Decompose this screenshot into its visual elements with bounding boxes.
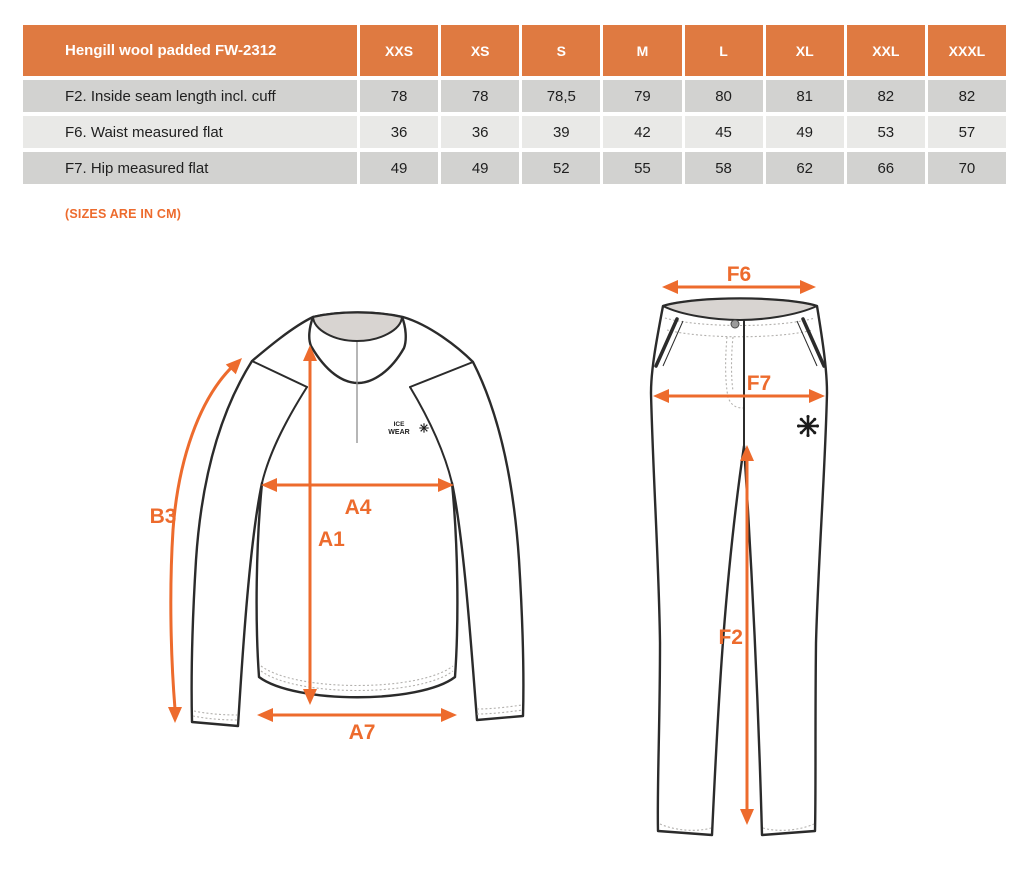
product-name-header: Hengill wool padded FW-2312 (23, 25, 357, 76)
sweater-drawing (192, 313, 524, 727)
size-col-header-xl: XL (766, 25, 844, 76)
a1-label: A1 (318, 528, 345, 551)
sweater-logo-text-wear: WEAR (388, 429, 410, 436)
b3-label: B3 (149, 505, 177, 528)
size-value: 78,5 (522, 80, 600, 112)
a4-label: A4 (344, 496, 372, 519)
size-value: 66 (847, 152, 925, 184)
size-value: 78 (360, 80, 438, 112)
a7-arrowhead-left (257, 708, 273, 722)
size-value: 62 (766, 152, 844, 184)
size-col-header-m: M (603, 25, 681, 76)
f7-label: F7 (746, 372, 772, 395)
pants-drawing (651, 299, 827, 836)
size-col-header-s: S (522, 25, 600, 76)
size-value: 42 (603, 116, 681, 148)
row-label-inside-seam: F2. Inside seam length incl. cuff (23, 80, 357, 112)
size-value: 53 (847, 116, 925, 148)
f6-label: F6 (726, 263, 752, 286)
size-value: 82 (928, 80, 1006, 112)
size-value: 49 (360, 152, 438, 184)
size-value: 80 (685, 80, 763, 112)
size-value: 49 (441, 152, 519, 184)
size-col-header-xxxl: XXXL (928, 25, 1006, 76)
a1-arrowhead-bottom (303, 689, 317, 705)
f6-arrowhead-right (800, 280, 816, 294)
size-value: 70 (928, 152, 1006, 184)
size-col-header-xxl: XXL (847, 25, 925, 76)
size-value: 79 (603, 80, 681, 112)
pants-body-outline (651, 299, 827, 836)
f2-arrowhead-bottom (740, 809, 754, 825)
size-value: 36 (441, 116, 519, 148)
snowflake-icon (797, 415, 819, 437)
a7-arrowhead-right (441, 708, 457, 722)
size-value: 58 (685, 152, 763, 184)
size-col-header-l: L (685, 25, 763, 76)
size-value: 49 (766, 116, 844, 148)
size-guide-page (0, 25, 1027, 877)
sweater-logo-text-ice: ICE (393, 421, 405, 428)
pants-button (731, 320, 739, 328)
garment-diagrams (0, 25, 1027, 877)
row-label-waist: F6. Waist measured flat (23, 116, 357, 148)
size-value: 81 (766, 80, 844, 112)
size-value: 39 (522, 116, 600, 148)
a7-label: A7 (348, 721, 376, 744)
snowflake-icon (419, 423, 428, 432)
size-value: 52 (522, 152, 600, 184)
size-value: 57 (928, 116, 1006, 148)
sizes-unit-note: (SIZES ARE IN CM) (65, 207, 182, 221)
b3-arrowhead-bottom (168, 707, 182, 723)
size-col-header-xs: XS (441, 25, 519, 76)
size-value: 82 (847, 80, 925, 112)
f6-arrowhead-left (662, 280, 678, 294)
size-col-header-xxs: XXS (360, 25, 438, 76)
size-value: 78 (441, 80, 519, 112)
size-value: 36 (360, 116, 438, 148)
size-value: 55 (603, 152, 681, 184)
f2-label: F2 (718, 626, 743, 649)
row-label-hip: F7. Hip measured flat (23, 152, 357, 184)
size-value: 45 (685, 116, 763, 148)
